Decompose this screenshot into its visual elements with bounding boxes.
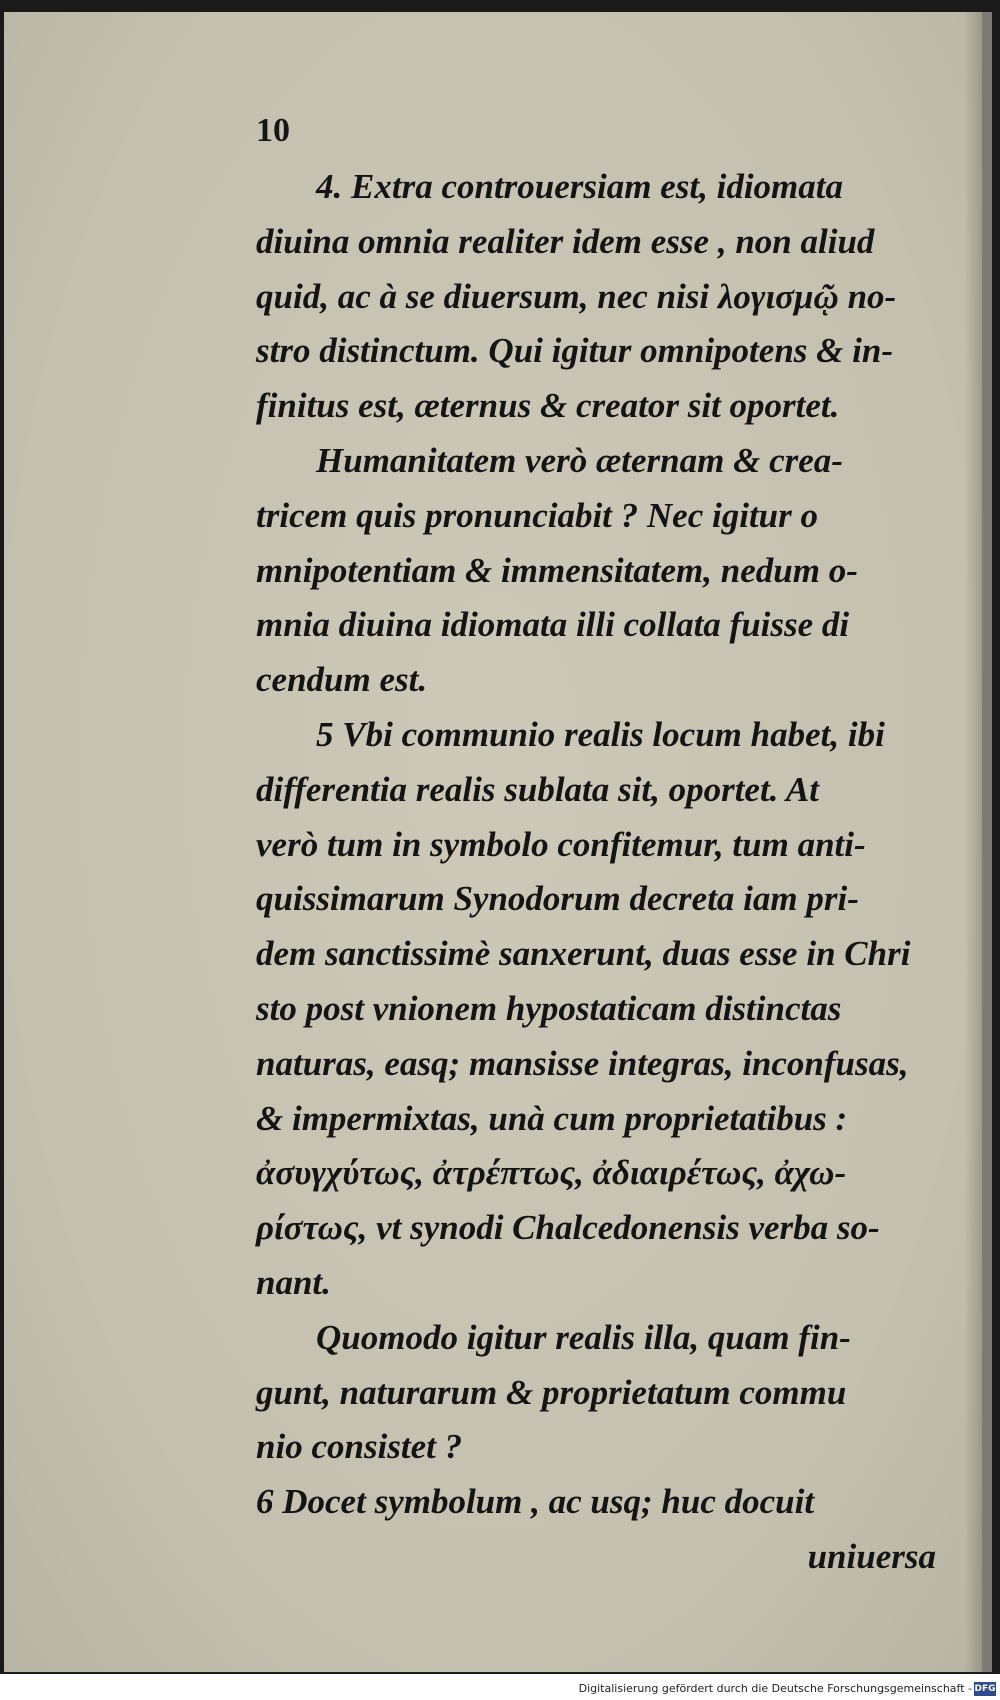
binding-shadow xyxy=(964,12,982,1672)
book-page xyxy=(4,12,992,1672)
text-line: ρίστως, vt synodi Chalcedonensis verba so- xyxy=(256,1208,880,1248)
page-number: 10 xyxy=(256,112,290,149)
text-line: stro distinctum. Qui igitur omnipotens & in- xyxy=(256,331,893,371)
text-line: diuina omnia realiter idem esse , non aliud xyxy=(256,221,875,261)
text-line: Humanitatem verò æternam & crea- xyxy=(316,440,843,480)
footer-strip xyxy=(0,1674,1000,1700)
text-line: nio consistet ? xyxy=(256,1427,463,1467)
text-line: mnia diuina idiomata illi collata fuisse di xyxy=(256,605,850,645)
text-line: quid, ac à se diuersum, nec nisi λογισμῷ no- xyxy=(256,276,897,316)
text-line: nant. xyxy=(256,1262,331,1302)
text-line: quissimarum Synodorum decreta iam pri- xyxy=(256,879,859,919)
text-line: tricem quis pronunciabit ? Nec igitur o xyxy=(256,495,818,535)
text-line: sto post vnionem hypostaticam distinctas xyxy=(256,988,842,1028)
text-line: Quomodo igitur realis illa, quam fin- xyxy=(316,1317,851,1357)
text-line: cendum est. xyxy=(256,660,428,700)
text-line: gunt, naturarum & proprietatum commu xyxy=(256,1372,847,1412)
text-line: ἀσυγχύτως, ἀτρέπτως, ἀδιαιρέτως, ἀχω- xyxy=(256,1153,847,1193)
text-line: differentia realis sublata sit, oportet. At xyxy=(256,769,819,809)
digitization-credit: Digitalisierung gefördert durch die Deutsche Forschungsgemeinschaft - xyxy=(578,1682,972,1695)
text-line: 6 Docet symbolum , ac usq; huc docuit xyxy=(256,1482,815,1522)
body-text xyxy=(256,160,936,1585)
text-line: verò tum in symbolo confitemur, tum anti- xyxy=(256,824,866,864)
text-line: 5 Vbi communio realis locum habet, ibi xyxy=(316,714,885,754)
catchword: uniuersa xyxy=(807,1536,936,1576)
text-line: dem sanctissimè sanxerunt, duas esse in Chri xyxy=(256,934,911,974)
text-line: mnipotentiam & immensitatem, nedum o- xyxy=(256,550,858,590)
dfg-logo: DFG xyxy=(974,1684,996,1694)
text-line: & impermixtas, unà cum proprietatibus : xyxy=(256,1098,848,1138)
text-line: 4. Extra controuersiam est, idiomata xyxy=(316,167,843,206)
text-line: naturas, easq; mansisse integras, inconfusas, xyxy=(256,1043,909,1083)
text-line: finitus est, æternus & creator sit oportet. xyxy=(256,386,840,426)
